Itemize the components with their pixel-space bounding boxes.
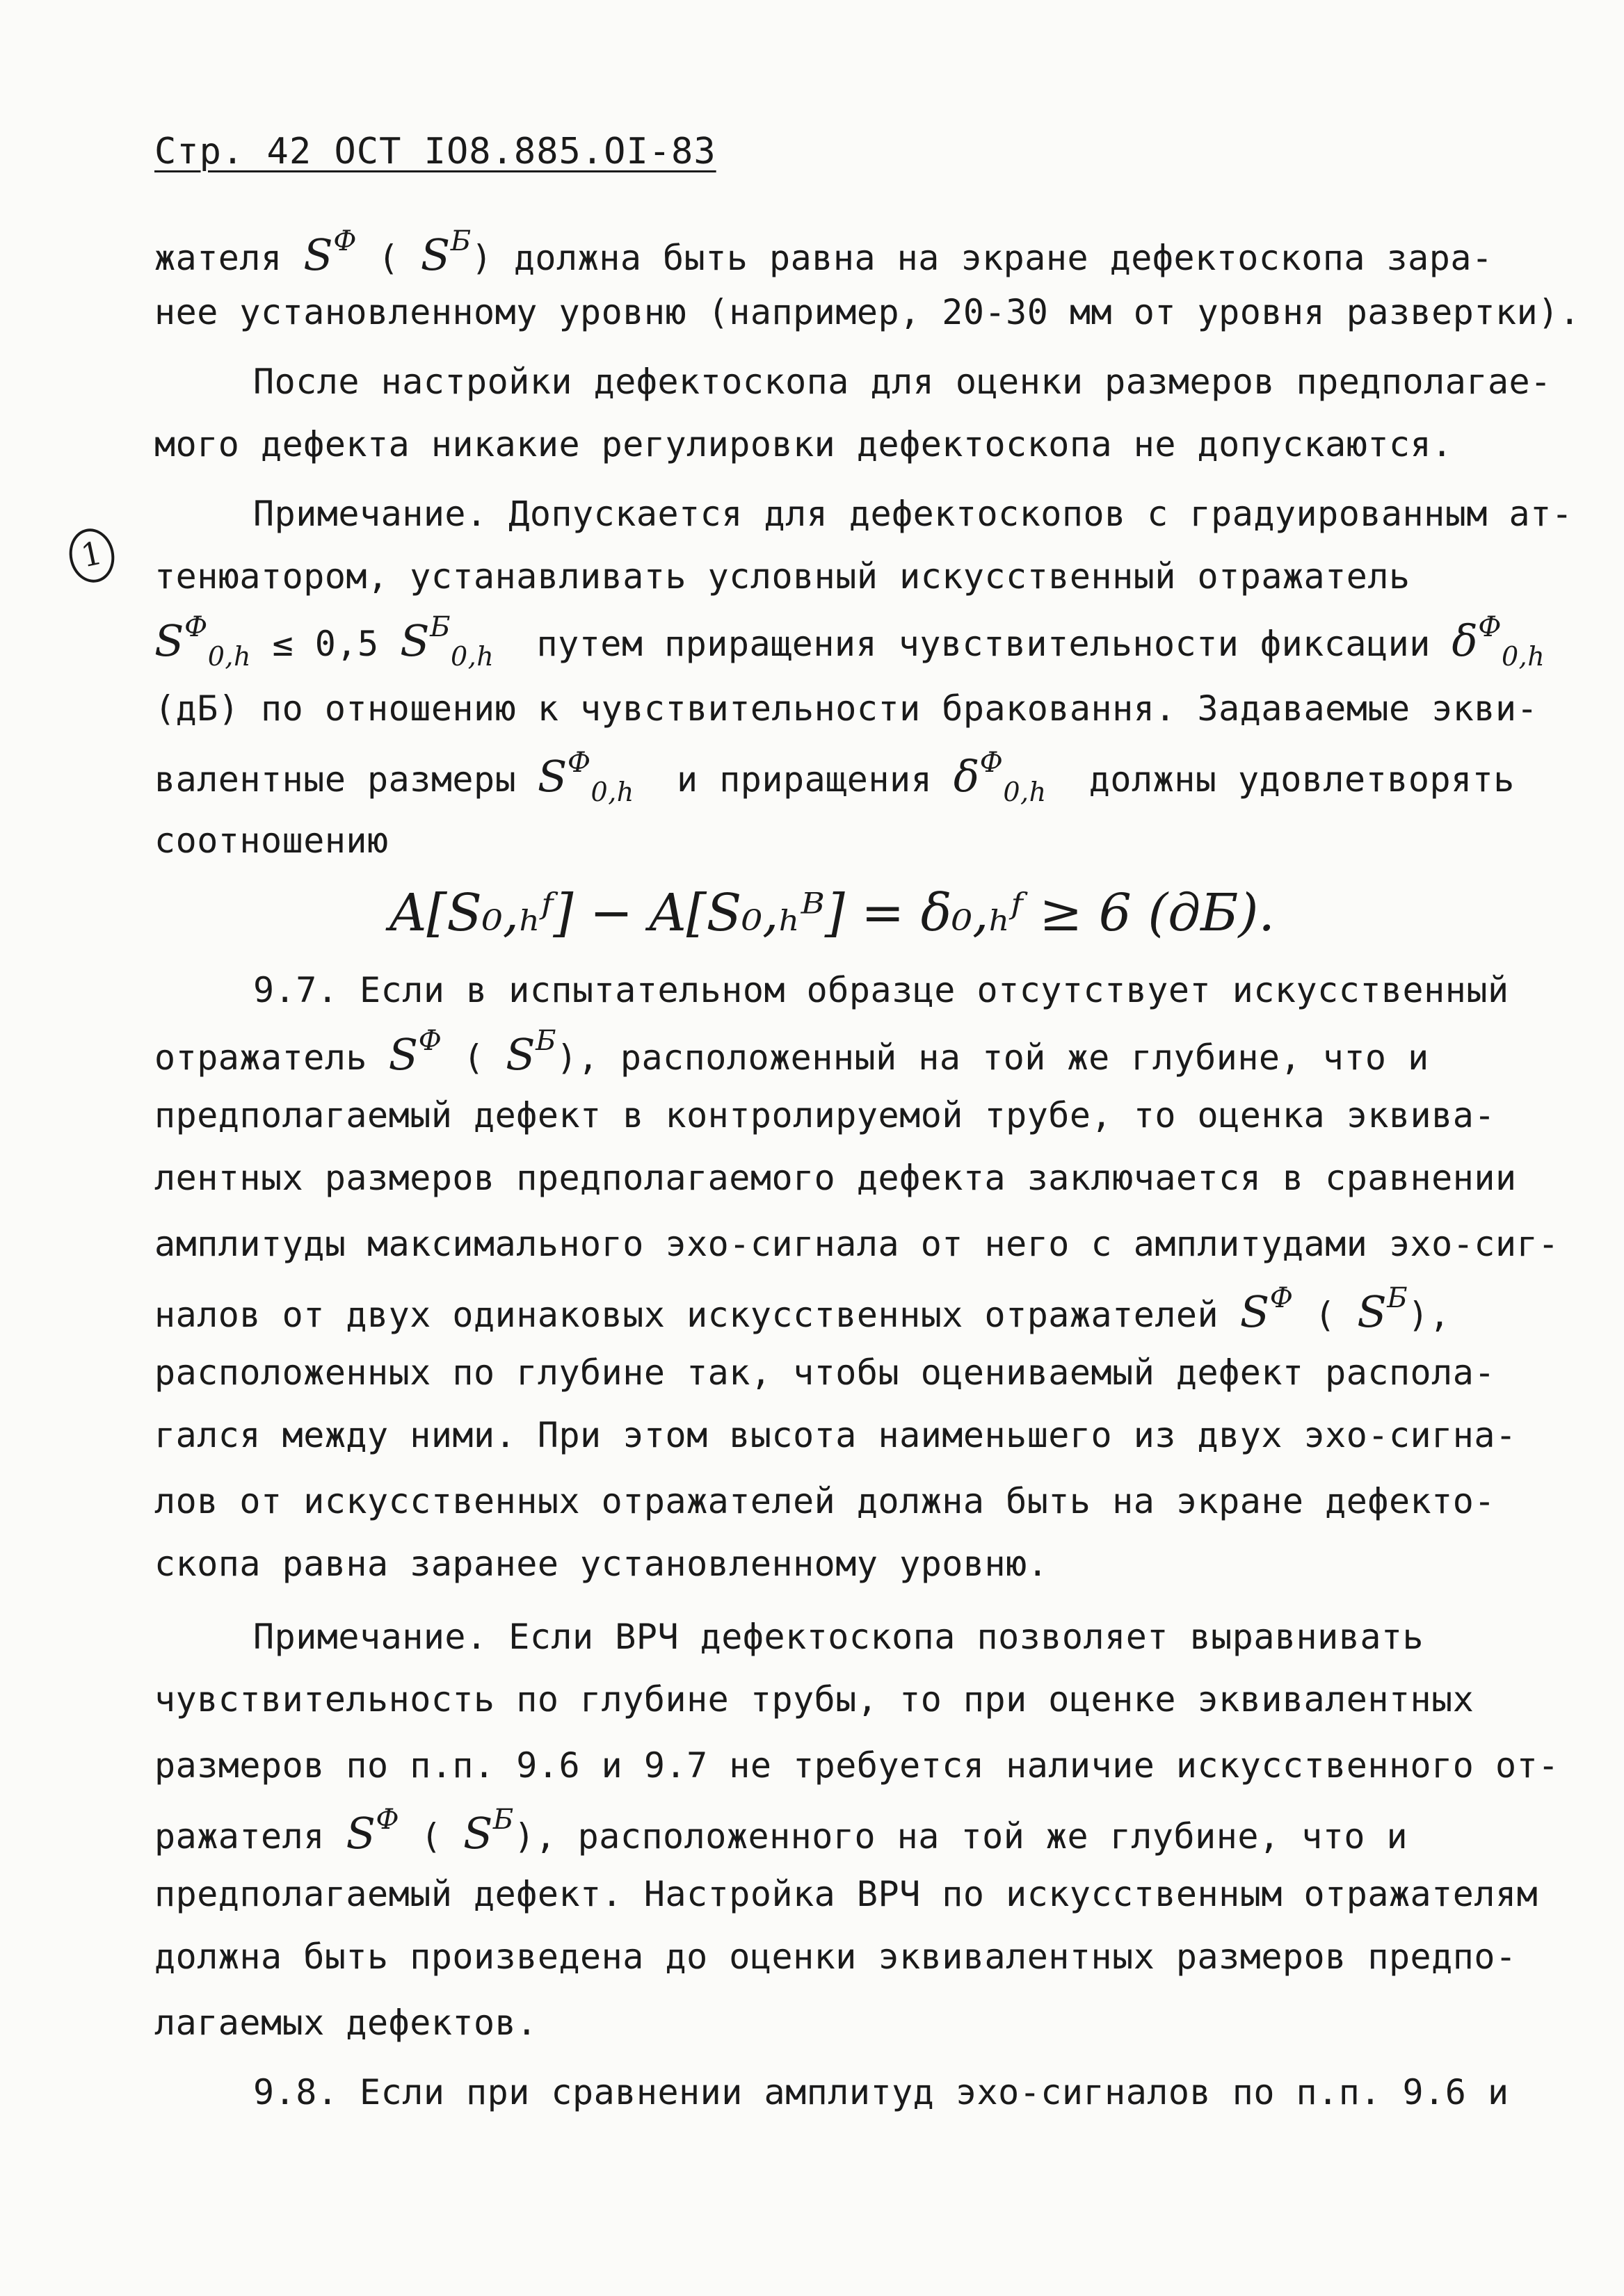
text-line: тенюатором, устанавливать условный искусственный отражатель <box>154 556 1410 597</box>
text-line: скопа равна заранее установленному уровню. <box>154 1544 1049 1584</box>
text-line: Примечание. Допускается для дефектоскопов с градуированным ат- <box>253 494 1573 534</box>
text-line: отражатель $S^Ф$ ( $S^Б$), расположенный на той же глубине, что и <box>154 1025 1429 1080</box>
text-line: расположенных по глубине так, чтобы оцениваемый дефект распола- <box>154 1352 1495 1393</box>
text-line: нее установленному уровню (например, 20-30 мм от уровня развертки). <box>154 292 1581 332</box>
text-line: После настройки дефектоскопа для оценки размеров предполагае- <box>253 362 1552 402</box>
text-line: чувствительность по глубине трубы, то при оценке эквивалентных <box>154 1679 1474 1720</box>
text-line: гался между ними. При этом высота наименьшего из двух эхо-сигна- <box>154 1415 1517 1455</box>
text-line: лов от искусственных отражателей должна быть на экране дефекто- <box>154 1481 1495 1521</box>
formula: A[S₀,ₕᶠ] − A[S₀,ₕᴮ] = δ₀,ₕᶠ ≥ 6 (дБ). <box>389 883 1275 943</box>
symbol-S-b: $S^Б$ <box>420 225 472 280</box>
text-line: жателя $S^Ф$ ( $S^Б$) должна быть равна на экране дефектоскопа зара- <box>154 225 1493 280</box>
page-header: Стр. 42 ОСТ IO8.885.OI-83 <box>154 131 716 172</box>
text-line: лентных размеров предполагаемого дефекта заключается в сравнении <box>154 1158 1517 1198</box>
text-line: соотношению <box>154 820 389 861</box>
text-line: 9.8. Если при сравнении амплитуд эхо-сигналов по п.п. 9.6 и <box>253 2072 1509 2112</box>
text-line: валентные размеры $S^Ф_{0,h}$ и приращения $\delta^Ф_{0,h}$ должны удовлетворять <box>154 747 1515 807</box>
text-line: ражателя $S^Ф$ ( $S^Б$), расположенного на той же глубине, что и <box>154 1804 1408 1859</box>
text-line: размеров по п.п. 9.6 и 9.7 не требуется наличие искусственного от- <box>154 1745 1559 1786</box>
text-line: лагаемых дефектов. <box>154 2003 538 2043</box>
text-line: должна быть произведена до оценки эквивалентных размеров предпо- <box>154 1937 1517 1977</box>
text-line: налов от двух одинаковых искусственных отражателей $S^Ф$ ( $S^Б$), <box>154 1282 1451 1337</box>
text-line: (дБ) по отношению к чувствительности браковання. Задаваемые экви- <box>154 688 1538 729</box>
symbol-S-phi: $S^Ф$ <box>303 225 357 280</box>
text-line: амплитуды максимального эхо-сигнала от него с амплитудами эхо-сиг- <box>154 1224 1559 1264</box>
text-line: мого дефекта никакие регулировки дефектоскопа не допускаются. <box>154 424 1453 464</box>
text-line: предполагаемый дефект в контролируемой трубе, то оценка эквива- <box>154 1095 1495 1135</box>
text-line: Примечание. Если ВРЧ дефектоскопа позволяет выравнивать <box>253 1617 1424 1657</box>
margin-annotation: 1 <box>65 524 120 587</box>
text-line: $S^Ф_{0,h} \le 0,5$ $S^Б_{0,h}$ путем приращения чувствительности фиксации $\delta^Ф_{0,h}$ <box>154 611 1545 672</box>
text-line: предполагаемый дефект. Настройка ВРЧ по искусственным отражателям <box>154 1874 1538 1914</box>
text-line: 9.7. Если в испытательном образце отсутствует искусственный <box>253 970 1509 1010</box>
